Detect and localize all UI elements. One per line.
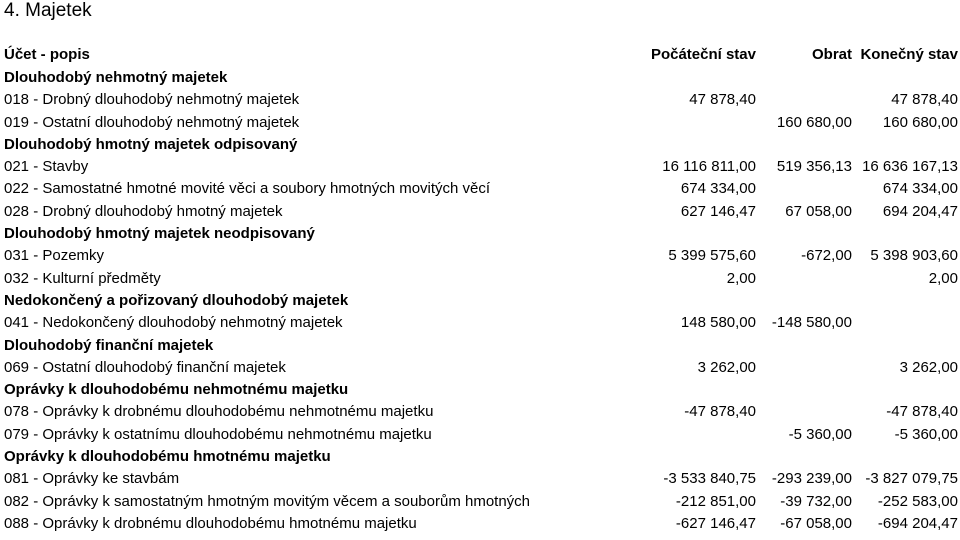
account-label: 078 - Oprávky k drobnému dlouhodobému nehmotnému majetku: [4, 403, 434, 421]
start-value: 3 262,00: [697, 358, 756, 376]
account-label: 019 - Ostatní dlouhodobý nehmotný majetek: [4, 113, 300, 131]
start-value: -627 146,47: [675, 514, 756, 532]
group-label: Dlouhodobý hmotný majetek odpisovaný: [4, 135, 298, 153]
table-row: [0, 112, 960, 134]
turnover-value: [758, 401, 854, 423]
end-value: [854, 312, 960, 334]
start-value: 627 146,47: [680, 202, 756, 220]
turnover-value: 67 058,00: [785, 202, 852, 220]
account-label: 032 - Kulturní předměty: [4, 269, 161, 287]
group-label: Oprávky k dlouhodobému nehmotnému majetku: [4, 381, 349, 399]
account-label: 081 - Oprávky ke stavbám: [4, 470, 180, 488]
group-header-row: [0, 446, 960, 468]
turnover-value: -39 732,00: [780, 492, 852, 510]
table-row: [0, 201, 960, 223]
account-label: 018 - Drobný dlouhodobý nehmotný majetek: [4, 91, 300, 109]
end-value: 16 636 167,13: [862, 158, 958, 176]
end-value: -694 204,47: [877, 514, 958, 532]
start-value: 674 334,00: [680, 180, 756, 198]
group-label: Nedokončený a pořizovaný dlouhodobý majetek: [4, 291, 349, 309]
turnover-value: 160 680,00: [776, 113, 852, 131]
turnover-value: -293 239,00: [771, 470, 852, 488]
asset-table: [0, 43, 960, 535]
account-label: 069 - Ostatní dlouhodobý finanční majetek: [4, 358, 286, 376]
group-header-row: [0, 67, 960, 89]
turnover-value: 519 356,13: [776, 158, 852, 176]
start-value: 47 878,40: [689, 91, 756, 109]
group-header-row: [0, 335, 960, 357]
turnover-value: [758, 89, 854, 111]
turnover-value: -67 058,00: [780, 514, 852, 532]
table-body: [0, 67, 960, 535]
table-row: [0, 245, 960, 267]
turnover-value: -148 580,00: [771, 314, 852, 332]
group-label: Dlouhodobý finanční majetek: [4, 336, 214, 354]
account-label: 088 - Oprávky k drobnému dlouhodobému hmotnému majetku: [4, 514, 417, 532]
turnover-value: [758, 357, 854, 379]
account-label: 022 - Samostatné hmotné movité věci a soubory hmotných movitých věcí: [4, 180, 491, 198]
end-value: -252 583,00: [877, 492, 958, 510]
end-value: -3 827 079,75: [865, 470, 958, 488]
table-row: [0, 513, 960, 535]
end-value: -47 878,40: [886, 403, 958, 421]
turnover-value: -672,00: [801, 247, 852, 265]
group-header-row: [0, 134, 960, 156]
column-header-turnover: Obrat: [811, 46, 852, 63]
account-label: 041 - Nedokončený dlouhodobý nehmotný majetek: [4, 314, 343, 332]
end-value: 694 204,47: [882, 202, 958, 220]
account-label: 079 - Oprávky k ostatnímu dlouhodobému nehmotnému majetku: [4, 425, 432, 443]
turnover-value: -5 360,00: [788, 425, 852, 443]
account-label: 021 - Stavby: [4, 158, 89, 176]
group-header-row: [0, 223, 960, 245]
column-header-start: Počáteční stav: [650, 46, 756, 63]
table-row: [0, 357, 960, 379]
end-value: 2,00: [928, 269, 958, 287]
table-row: [0, 491, 960, 513]
column-header-description: Účet - popis: [4, 46, 90, 63]
table-row: [0, 89, 960, 111]
start-value: 16 116 811,00: [662, 158, 756, 176]
account-label: 031 - Pozemky: [4, 247, 105, 265]
end-value: 5 398 903,60: [870, 247, 958, 265]
start-value: 2,00: [726, 269, 756, 287]
table-row: [0, 312, 960, 334]
table-row: [0, 156, 960, 178]
start-value: -212 851,00: [675, 492, 756, 510]
group-header-row: [0, 379, 960, 401]
table-row: [0, 268, 960, 290]
group-label: Dlouhodobý hmotný majetek neodpisovaný: [4, 225, 315, 243]
start-value: -47 878,40: [684, 403, 756, 421]
group-header-row: [0, 290, 960, 312]
table-row: [0, 178, 960, 200]
table-row: [0, 468, 960, 490]
turnover-value: [758, 178, 854, 200]
end-value: 47 878,40: [891, 91, 958, 109]
table-header-row: [0, 43, 960, 67]
end-value: 160 680,00: [882, 113, 958, 131]
start-value: 5 399 575,60: [668, 247, 756, 265]
end-value: 3 262,00: [899, 358, 958, 376]
group-label: Oprávky k dlouhodobému hmotnému majetku: [4, 448, 331, 466]
end-value: 674 334,00: [882, 180, 958, 198]
start-value: -3 533 840,75: [663, 470, 756, 488]
start-value: [640, 112, 758, 134]
start-value: [640, 424, 758, 446]
group-label: Dlouhodobý nehmotný majetek: [4, 69, 228, 86]
table-row: [0, 424, 960, 446]
table-row: [0, 401, 960, 423]
account-label: 082 - Oprávky k samostatným hmotným movitým věcem a souborům hmotných: [4, 492, 531, 510]
turnover-value: [758, 268, 854, 290]
account-label: 028 - Drobný dlouhodobý hmotný majetek: [4, 202, 283, 220]
end-value: -5 360,00: [894, 425, 958, 443]
section-title: 4. Majetek: [4, 0, 92, 21]
start-value: 148 580,00: [680, 314, 756, 332]
column-header-end: Konečný stav: [860, 46, 958, 63]
